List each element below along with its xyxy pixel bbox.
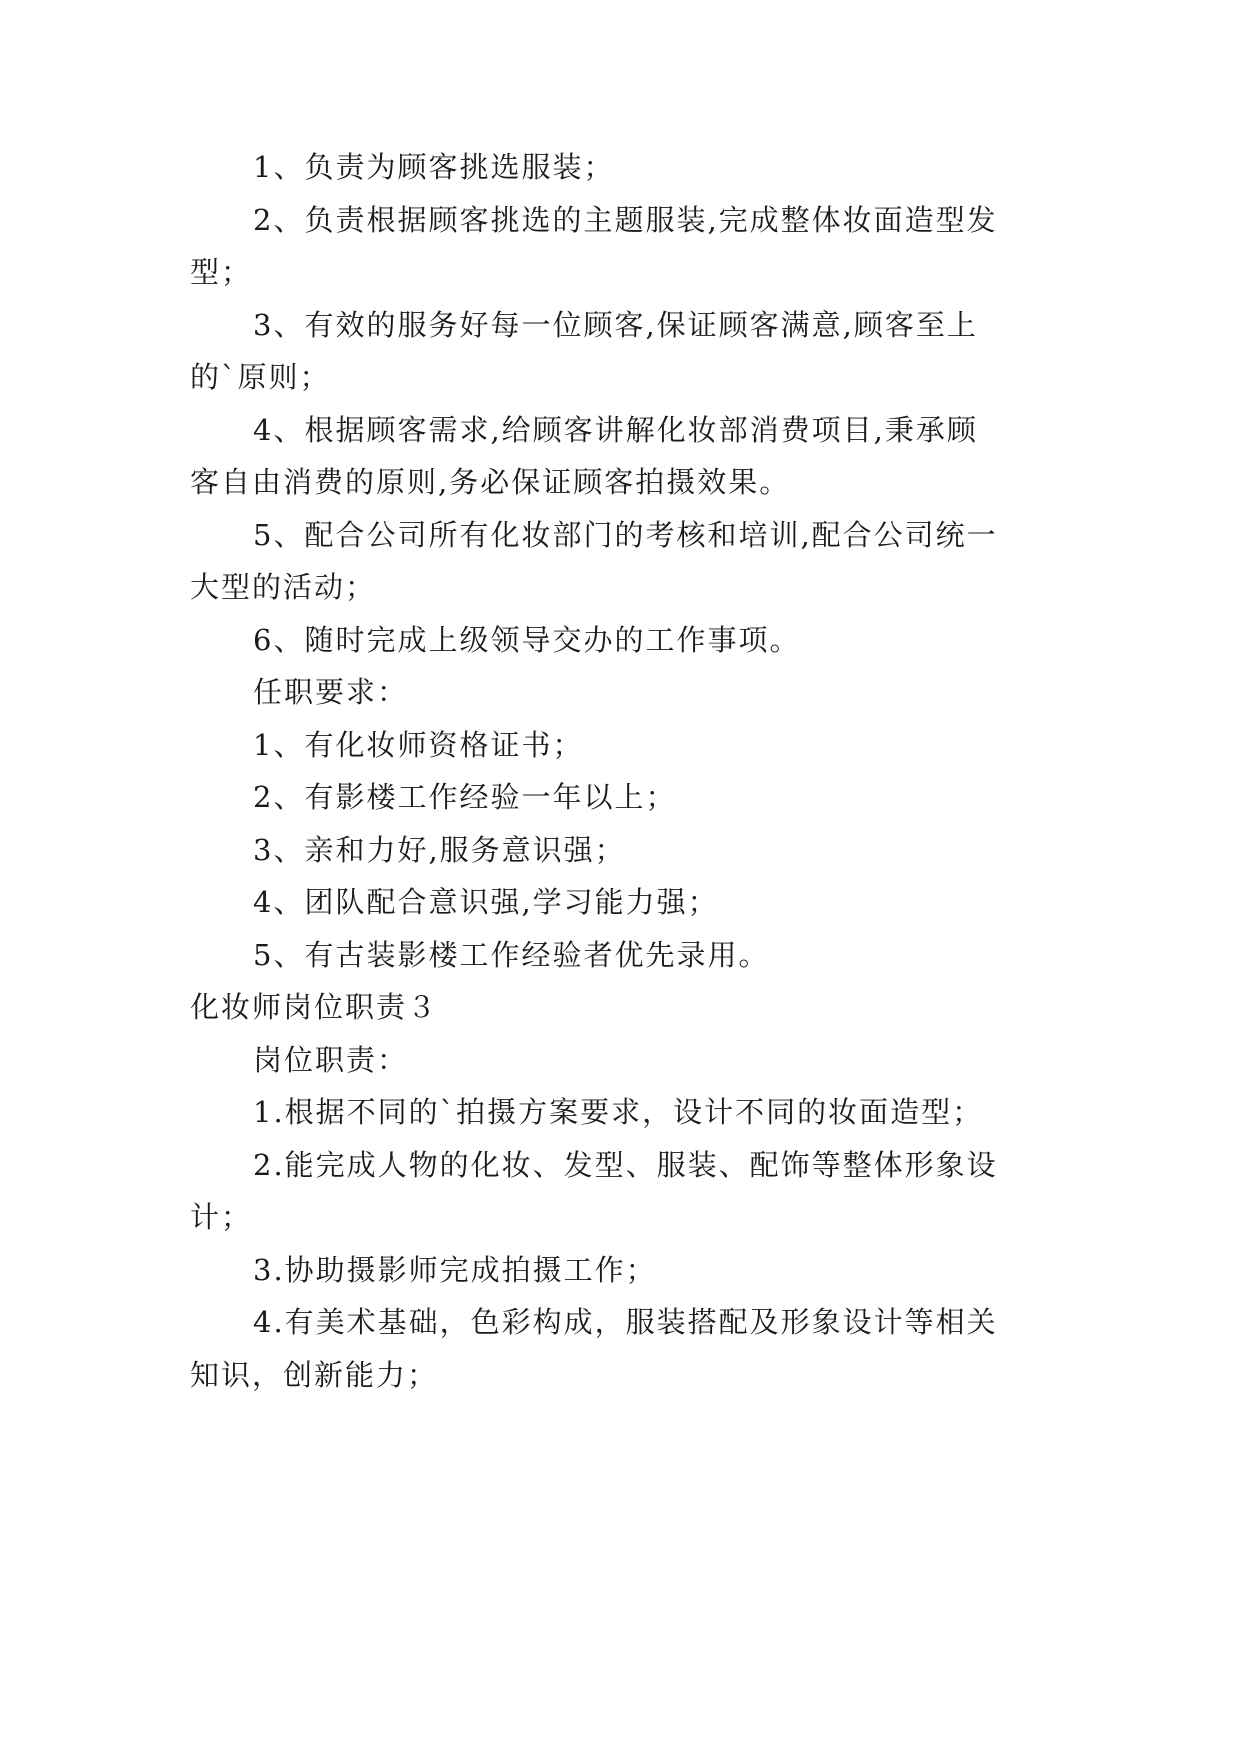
section3-item-3: 3.协助摄影师完成拍摄工作； (253, 1253, 657, 1287)
section3-item-1: 1.根据不同的`拍摄方案要求，设计不同的妆面造型； (253, 1095, 984, 1129)
section3-item-4: 4.有美术基础，色彩构成，服装搭配及形象设计等相关 (253, 1305, 998, 1339)
section3-item-2-continued: 计； (190, 1200, 253, 1234)
duty-item-6: 6、随时完成上级领导交办的工作事项。 (253, 623, 801, 657)
section3-item-4-continued: 知识，创新能力； (190, 1358, 439, 1392)
duty-item-2-continued: 型； (190, 255, 253, 289)
requirement-item-5: 5、有古装影楼工作经验者优先录用。 (253, 938, 770, 972)
duty-item-1: 1、负责为顾客挑选服装； (253, 150, 615, 184)
duty-item-5-continued: 大型的活动； (190, 570, 377, 604)
requirement-item-1: 1、有化妆师资格证书； (253, 728, 584, 762)
requirement-item-2: 2、有影楼工作经验一年以上； (253, 780, 677, 814)
section-title: 化妆师岗位职责３ (190, 990, 439, 1024)
requirements-heading: 任职要求： (253, 675, 409, 709)
requirement-item-3: 3、亲和力好,服务意识强； (253, 833, 626, 867)
duty-item-3: 3、有效的服务好每一位顾客,保证顾客满意,顾客至上 (253, 308, 978, 342)
duty-item-2: 2、负责根据顾客挑选的主题服装,完成整体妆面造型发 (253, 203, 998, 237)
duty-item-3-continued: 的`原则； (190, 360, 331, 394)
duty-item-5: 5、配合公司所有化妆部门的考核和培训,配合公司统一 (253, 518, 998, 552)
requirement-item-4: 4、团队配合意识强,学习能力强； (253, 885, 719, 919)
duties-heading: 岗位职责： (253, 1043, 409, 1077)
duty-item-4-continued: 客自由消费的原则,务必保证顾客拍摄效果。 (190, 465, 791, 499)
section3-item-2: 2.能完成人物的化妆、发型、服装、配饰等整体形象设 (253, 1148, 998, 1182)
duty-item-4: 4、根据顾客需求,给顾客讲解化妆部消费项目,秉承顾 (253, 413, 978, 447)
